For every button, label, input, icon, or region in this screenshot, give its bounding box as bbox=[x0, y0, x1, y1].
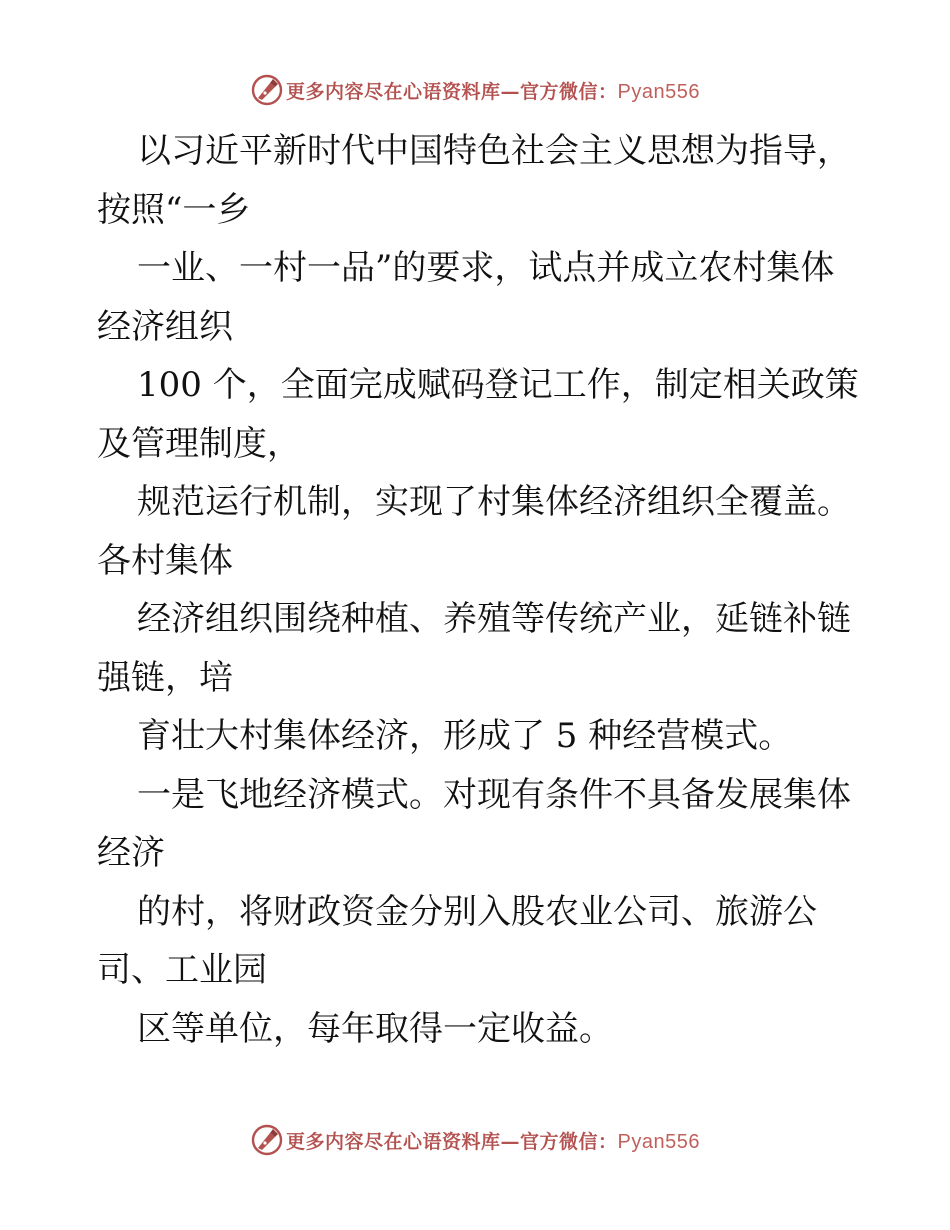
pen-nib-logo-icon bbox=[250, 73, 284, 107]
footer-watermark bbox=[0, 1120, 950, 1160]
paragraph-line: 经济组织 bbox=[97, 306, 233, 347]
paragraph-line: 100 个，全面完成赋码登记工作，制定相关政策 bbox=[137, 365, 859, 405]
pen-nib-logo-icon bbox=[250, 1123, 284, 1157]
paragraph-line: 一业、一村一品”的要求，试点并成立农村集体 bbox=[137, 248, 835, 288]
paragraph-line: 以习近平新时代中国特色社会主义思想为指导， bbox=[137, 131, 851, 171]
paragraph-line: 规范运行机制，实现了村集体经济组织全覆盖。 bbox=[137, 482, 851, 522]
paragraph-line: 一是飞地经济模式。对现有条件不具备发展集体 bbox=[137, 774, 851, 815]
paragraph-line: 的村，将财政资金分别入股农业公司、旅游公 bbox=[137, 891, 817, 932]
wechat-id: Pyan556 bbox=[617, 80, 700, 103]
paragraph-line: 经济 bbox=[97, 833, 165, 873]
paragraph-line: 各村集体 bbox=[97, 540, 233, 581]
paragraph-line: 经济组织围绕种植、养殖等传统产业，延链补链 bbox=[137, 599, 851, 639]
watermark-text: 更多内容尽在心语资料库—官方微信：Pyan556 bbox=[286, 80, 700, 103]
wechat-id: Pyan556 bbox=[617, 1130, 700, 1153]
paragraph-line: 区等单位，每年取得一定收益。 bbox=[137, 1008, 613, 1049]
paragraph-line: 强链，培 bbox=[97, 657, 233, 698]
paragraph-line: 育壮大村集体经济，形成了 5 种经营模式。 bbox=[137, 716, 793, 756]
document-body bbox=[97, 122, 867, 1058]
paragraph-line: 及管理制度， bbox=[97, 423, 301, 464]
paragraph-line: 司、工业园 bbox=[97, 950, 267, 990]
header-watermark bbox=[0, 70, 950, 110]
paragraph-line: 按照“一乡 bbox=[97, 189, 251, 230]
watermark-text: 更多内容尽在心语资料库—官方微信：Pyan556 bbox=[286, 1130, 700, 1153]
